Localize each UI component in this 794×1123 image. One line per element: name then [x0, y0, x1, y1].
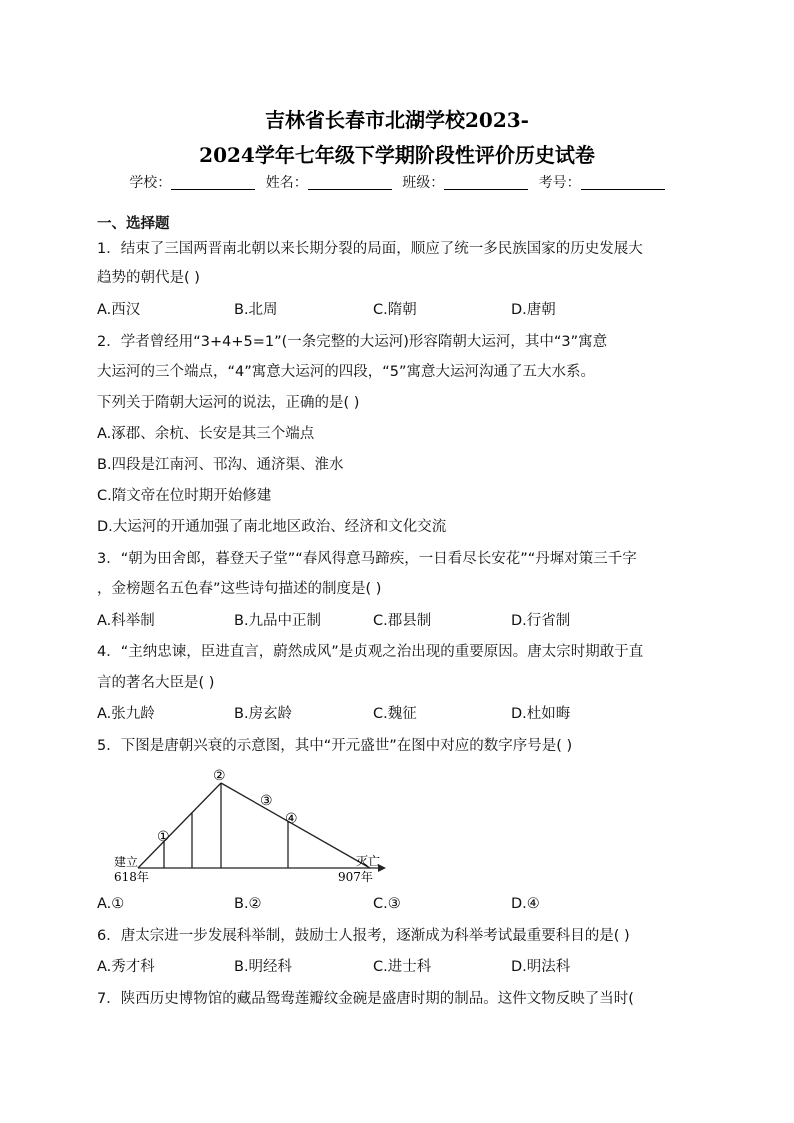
question-2-option-b[interactable]: B.四段是江南河、邗沟、通济渠、淮水 [97, 457, 344, 473]
class-label: 班级： [402, 175, 445, 191]
question-3-option-d[interactable]: D.行省制 [511, 613, 571, 629]
question-1-option-b[interactable]: B.北周 [234, 302, 278, 318]
section-heading: 一、选择题 [97, 216, 170, 232]
class-blank[interactable] [444, 175, 528, 190]
exam-title-line2: 2024学年七年级下学期阶段性评价历史试卷 [199, 143, 595, 167]
question-6-option-d[interactable]: D.明法科 [511, 959, 571, 975]
question-3-option-c[interactable]: C.郡县制 [373, 613, 432, 629]
question-4-option-d[interactable]: D.杜如晦 [511, 706, 571, 722]
diagram-rising-edge [138, 783, 221, 868]
question-3-option-a[interactable]: A.科举制 [97, 613, 155, 629]
question-3-option-b[interactable]: B.九品中正制 [234, 613, 322, 629]
question-2-line-2: 大运河的三个端点，“4”寓意大运河的四段，“5”寓意大运河沟通了五大水系。 [97, 364, 595, 380]
school-blank[interactable] [171, 175, 255, 190]
question-7-line-1: 7．陕西历史博物馆的藏品鸳鸯莲瓣纹金碗是盛唐时期的制品。这件文物反映了当时( [97, 991, 634, 1007]
question-2-option-a[interactable]: A.涿郡、余杭、长安是其三个端点 [97, 426, 315, 442]
question-1-line-1: 1．结束了三国两晋南北朝以来长期分裂的局面，顺应了统一多民族国家的历史发展大 [97, 241, 643, 257]
question-1-option-c[interactable]: C.隋朝 [373, 302, 417, 318]
student-info-row [0, 172, 794, 192]
question-6-option-c[interactable]: C.进士科 [373, 959, 432, 975]
diagram-marker-2: ② [213, 768, 226, 784]
question-3-line-1: 3．“朝为田舍郎，暮登天子堂”“春风得意马蹄疾，一日看尽长安花”“丹墀对策三千字 [97, 551, 637, 567]
school-label: 学校： [129, 175, 172, 191]
diagram-end-label: 灭亡 [356, 854, 381, 868]
question-2-option-c[interactable]: C.隋文帝在位时期开始修建 [97, 488, 272, 504]
diagram-marker-4: ④ [285, 811, 298, 827]
diagram-end-year: 907年 [338, 870, 373, 884]
question-5-option-c[interactable]: C.③ [373, 896, 401, 912]
question-5-option-b[interactable]: B.② [234, 896, 262, 912]
question-5-option-a[interactable]: A.① [97, 896, 125, 912]
name-blank[interactable] [308, 175, 392, 190]
question-2-option-d[interactable]: D.大运河的开通加强了南北地区政治、经济和文化交流 [97, 519, 447, 535]
question-6-option-b[interactable]: B.明经科 [234, 959, 293, 975]
question-2-line-3: 下列关于隋朝大运河的说法，正确的是( ) [97, 395, 360, 411]
number-label: 考号： [538, 175, 581, 191]
question-1-option-a[interactable]: A.西汉 [97, 302, 141, 318]
name-label: 姓名： [265, 175, 308, 191]
tang-rise-fall-diagram [108, 763, 388, 885]
question-5-line-1: 5．下图是唐朝兴衰的示意图，其中“开元盛世”在图中对应的数字序号是( ) [97, 738, 573, 754]
question-4-option-b[interactable]: B.房玄龄 [234, 706, 293, 722]
diagram-start-year: 618年 [114, 870, 149, 884]
question-3-line-2: ，金榜题名五色春”这些诗句描述的制度是( ) [97, 581, 382, 597]
question-1-option-d[interactable]: D.唐朝 [511, 302, 556, 318]
question-4-option-c[interactable]: C.魏征 [373, 706, 417, 722]
number-blank[interactable] [581, 175, 665, 190]
question-4-line-1: 4．“主纳忠谏，臣进直言，蔚然成风”是贞观之治出现的重要原因。唐太宗时期敢于直 [97, 644, 644, 660]
diagram-marker-3: ③ [260, 793, 273, 809]
diagram-start-label: 建立 [114, 855, 139, 869]
question-4-option-a[interactable]: A.张九龄 [97, 706, 155, 722]
question-4-line-2: 言的著名大臣是( ) [97, 675, 215, 691]
exam-title-line1: 吉林省长春市北湖学校2023- [265, 108, 529, 132]
question-5-option-d[interactable]: D.④ [511, 896, 540, 912]
question-2-line-1: 2．学者曾经用“3+4+5=1”(一条完整的大运河)形容隋朝大运河，其中“3”寓意 [97, 334, 608, 350]
question-6-line-1: 6．唐太宗进一步发展科举制，鼓励士人报考，逐渐成为科举考试最重要科目的是( ) [97, 928, 630, 944]
question-1-line-2: 趋势的朝代是( ) [97, 270, 200, 286]
diagram-marker-1: ① [157, 829, 170, 845]
question-6-option-a[interactable]: A.秀才科 [97, 959, 155, 975]
